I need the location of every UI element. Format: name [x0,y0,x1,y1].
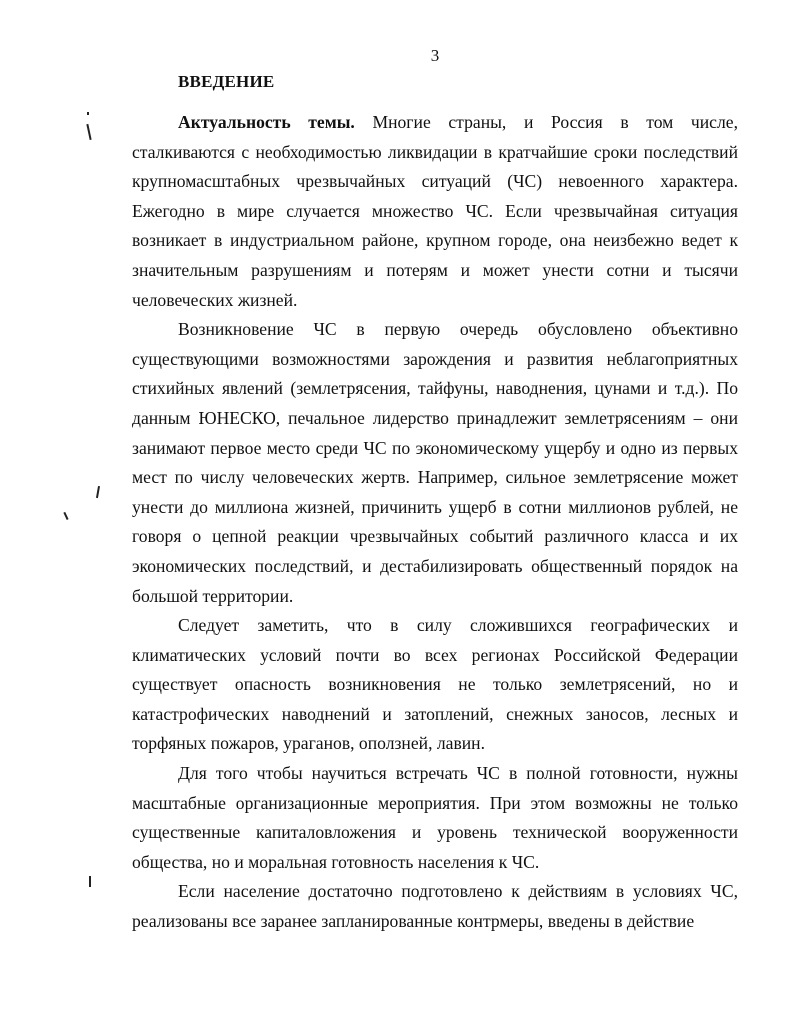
paragraph-lead: Актуальность темы. [178,112,355,132]
paragraph-2: Возникновение ЧС в первую очередь обусловлено объективно существующими возможностями зарождения и развития неблагоприятных стихийных явлений (землетрясения, тайфуны, наводнения, цунами и т.д.). По данным ЮНЕСКО, печальное лидерство принадлежит землетрясениям – они занимают первое место среди ЧС по экономическому ущербу и одно из первых мест по числу человеческих жертв. Например, сильное землетрясение может унести до миллиона жизней, причинить ущерб в сотни миллионов рублей, не говоря о цепной реакции чрезвычайных событий различного класса и их экономических последствий, и дестабилизировать общественный порядок на большой территории. [132,319,738,606]
paragraph-text: Многие страны, и Россия в том числе, сталкиваются с необходимостью ликвидации в кратчайшие сроки последствий крупномасштабных чрезвычайных ситуаций (ЧС) невоенного характера. Ежегодно в мире случается множество ЧС. Если чрезвычайная ситуация возникает в индустриальном районе, крупном городе, она неизбежно ведет к значительным разрушениям и потерям и может унести сотни и тысячи человеческих жизней. [132,112,738,310]
paragraph-4: Для того чтобы научиться встречать ЧС в полной готовности, нужны масштабные организационные мероприятия. При этом возможны не только существенные капиталовложения и уровень технической вооруженности общества, но и моральная готовность населения к ЧС. [132,763,738,872]
scan-mark [87,112,89,115]
section-heading: ВВЕДЕНИЕ [178,72,275,91]
scan-mark [89,876,91,887]
scan-mark [96,486,100,498]
paragraph-5: Если население достаточно подготовлено к действиям в условиях ЧС, реализованы все заранее запланированные контрмеры, введены в действие [132,881,738,932]
body-text [132,108,738,937]
paragraph-3: Следует заметить, что в силу сложившихся географических и климатических условий почти во всех регионах Российской Федерации существует опасность возникновения не только землетрясений, но и катастрофических наводнений и затоплений, снежных заносов, лесных и торфяных пожаров, ураганов, оползней, лавин. [132,615,738,754]
paragraph-1 [132,108,738,315]
page-number: 3 [430,46,440,65]
scan-mark [86,124,91,140]
scan-mark [63,512,68,520]
